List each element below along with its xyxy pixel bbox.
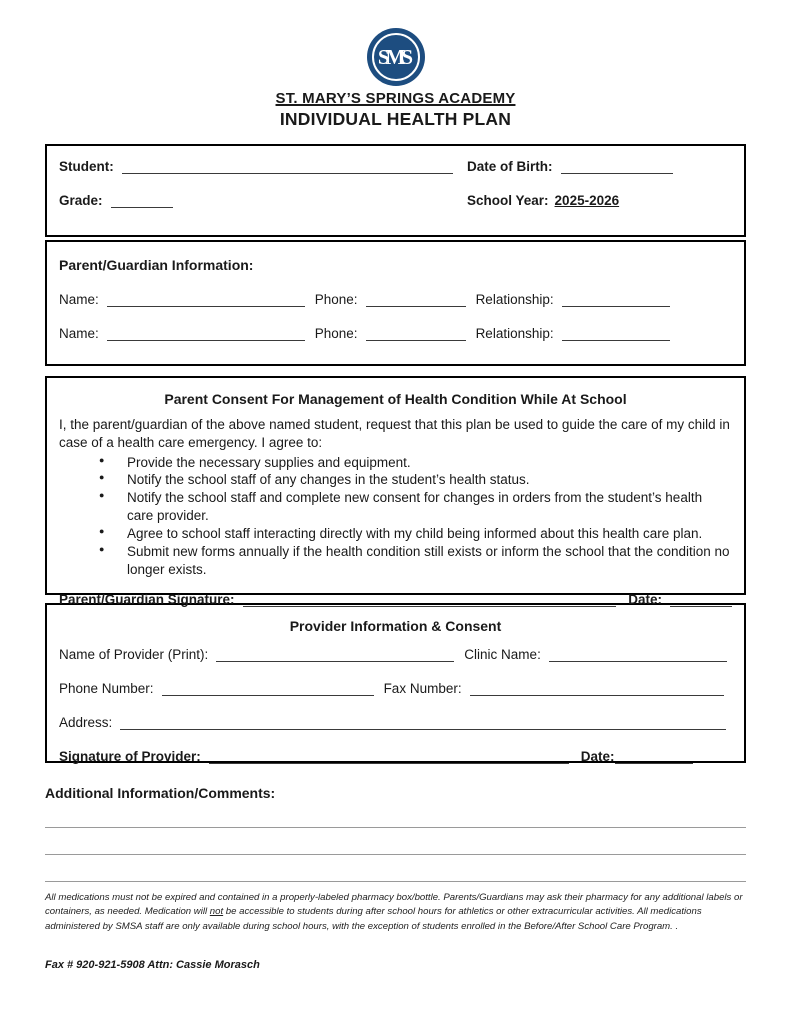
- consent-title: Parent Consent For Management of Health Condition While At School: [164, 391, 627, 407]
- comments-line-3[interactable]: [45, 855, 746, 882]
- provider-name-label: Name of Provider (Print):: [59, 647, 209, 662]
- logo-ring: [372, 33, 420, 81]
- school-logo-icon: [367, 28, 425, 86]
- clinic-name-field[interactable]: [549, 647, 727, 662]
- consent-bullet-5: ● Submit new forms annually if the health condition still exists or inform the school that the condition no longer exists.: [59, 543, 732, 579]
- parent1-phone-label: Phone:: [314, 292, 358, 307]
- parent-row-2: [59, 326, 732, 341]
- parent-sig-date-label: Date:: [628, 592, 662, 608]
- parent1-phone-field[interactable]: [366, 292, 466, 307]
- consent-bullet-1: ● Provide the necessary supplies and equipment.: [59, 454, 732, 472]
- comments-heading: Additional Information/Comments:: [45, 785, 276, 801]
- consent-bullet-3: ● Notify the school staff and complete new consent for changes in orders from the student’s health care provider.: [59, 489, 732, 525]
- clinic-name-label: Clinic Name:: [464, 647, 541, 662]
- parent-sig-date-field[interactable]: [670, 592, 732, 607]
- provider-date-field[interactable]: [615, 749, 693, 764]
- student-name-field[interactable]: [122, 159, 453, 174]
- provider-fax-field[interactable]: [470, 681, 724, 696]
- header: [45, 28, 746, 130]
- fine-print-underlined-word: not: [209, 906, 224, 918]
- parent-info-heading: Parent/Guardian Information:: [59, 257, 254, 273]
- comments-line-1[interactable]: [45, 801, 746, 828]
- provider-fax-label: Fax Number:: [383, 681, 462, 696]
- parent-guardian-box: [45, 240, 746, 366]
- parent-consent-box: [45, 376, 746, 608]
- fine-print-part1: All medications must not be expired and contained in a properly-labeled pharmacy box/bottle. Parents/Guardians may ask their pharmacy for any additional labels or containers, as needed. Medication will: [45, 892, 743, 918]
- date-of-birth-label: Date of Birth:: [467, 159, 553, 174]
- provider-name-field[interactable]: [216, 647, 454, 662]
- parent2-relationship-label: Relationship:: [475, 326, 554, 341]
- comments-line-2[interactable]: [45, 828, 746, 855]
- logo-monogram: SMS: [377, 44, 410, 69]
- parent2-phone-label: Phone:: [314, 326, 358, 341]
- consent-bullet-list: [59, 454, 732, 579]
- provider-address-field[interactable]: [120, 715, 726, 730]
- school-year-value: 2025-2026: [554, 193, 620, 208]
- school-year-label: School Year:: [467, 193, 549, 208]
- parent-row-1: [59, 292, 732, 307]
- provider-date-label: Date:: [580, 749, 615, 764]
- parent1-name-label: Name:: [59, 292, 99, 307]
- student-label: Student:: [59, 159, 114, 174]
- provider-signature-field[interactable]: [209, 749, 569, 764]
- provider-phone-label: Phone Number:: [59, 681, 154, 696]
- date-of-birth-field[interactable]: [561, 159, 673, 174]
- consent-bullet-2: ● Notify the school staff of any changes in the student’s health status.: [59, 471, 732, 489]
- parent1-name-field[interactable]: [107, 292, 305, 307]
- school-name: ST. MARY’S SPRINGS ACADEMY: [275, 90, 516, 107]
- provider-box: [45, 603, 746, 763]
- parent2-phone-field[interactable]: [366, 326, 466, 341]
- grade-field[interactable]: [111, 193, 173, 208]
- parent-signature-field[interactable]: [243, 592, 617, 607]
- provider-address-label: Address:: [59, 715, 113, 730]
- parent1-relationship-field[interactable]: [562, 292, 670, 307]
- consent-intro: I, the parent/guardian of the above named student, request that this plan be used to guide the care of my child in case of a health care emergency. I agree to:: [59, 417, 730, 450]
- page-title: INDIVIDUAL HEALTH PLAN: [279, 109, 512, 129]
- provider-title: Provider Information & Consent: [289, 618, 502, 634]
- fax-attn-line: Fax # 920-921-5908 Attn: Cassie Morasch: [45, 959, 260, 972]
- parent-signature-label: Parent/Guardian Signature:: [59, 592, 235, 608]
- provider-phone-field[interactable]: [162, 681, 374, 696]
- parent2-relationship-field[interactable]: [562, 326, 670, 341]
- fine-print-part2: be accessible to students during after school hours for athletics or other extracurricular activities. All medications administered by SMSA staff are only available during school hours, with the exception of students enrolled in the Before/After School Care Program. .: [45, 906, 702, 932]
- grade-label: Grade:: [59, 193, 103, 208]
- provider-signature-label: Signature of Provider:: [59, 749, 201, 764]
- consent-bullet-4: ● Agree to school staff interacting directly with my child being informed about this health care plan.: [59, 525, 732, 543]
- student-info-box: [45, 144, 746, 237]
- parent2-name-field[interactable]: [107, 326, 305, 341]
- medication-fine-print: [45, 891, 746, 934]
- parent2-name-label: Name:: [59, 326, 99, 341]
- parent1-relationship-label: Relationship:: [475, 292, 554, 307]
